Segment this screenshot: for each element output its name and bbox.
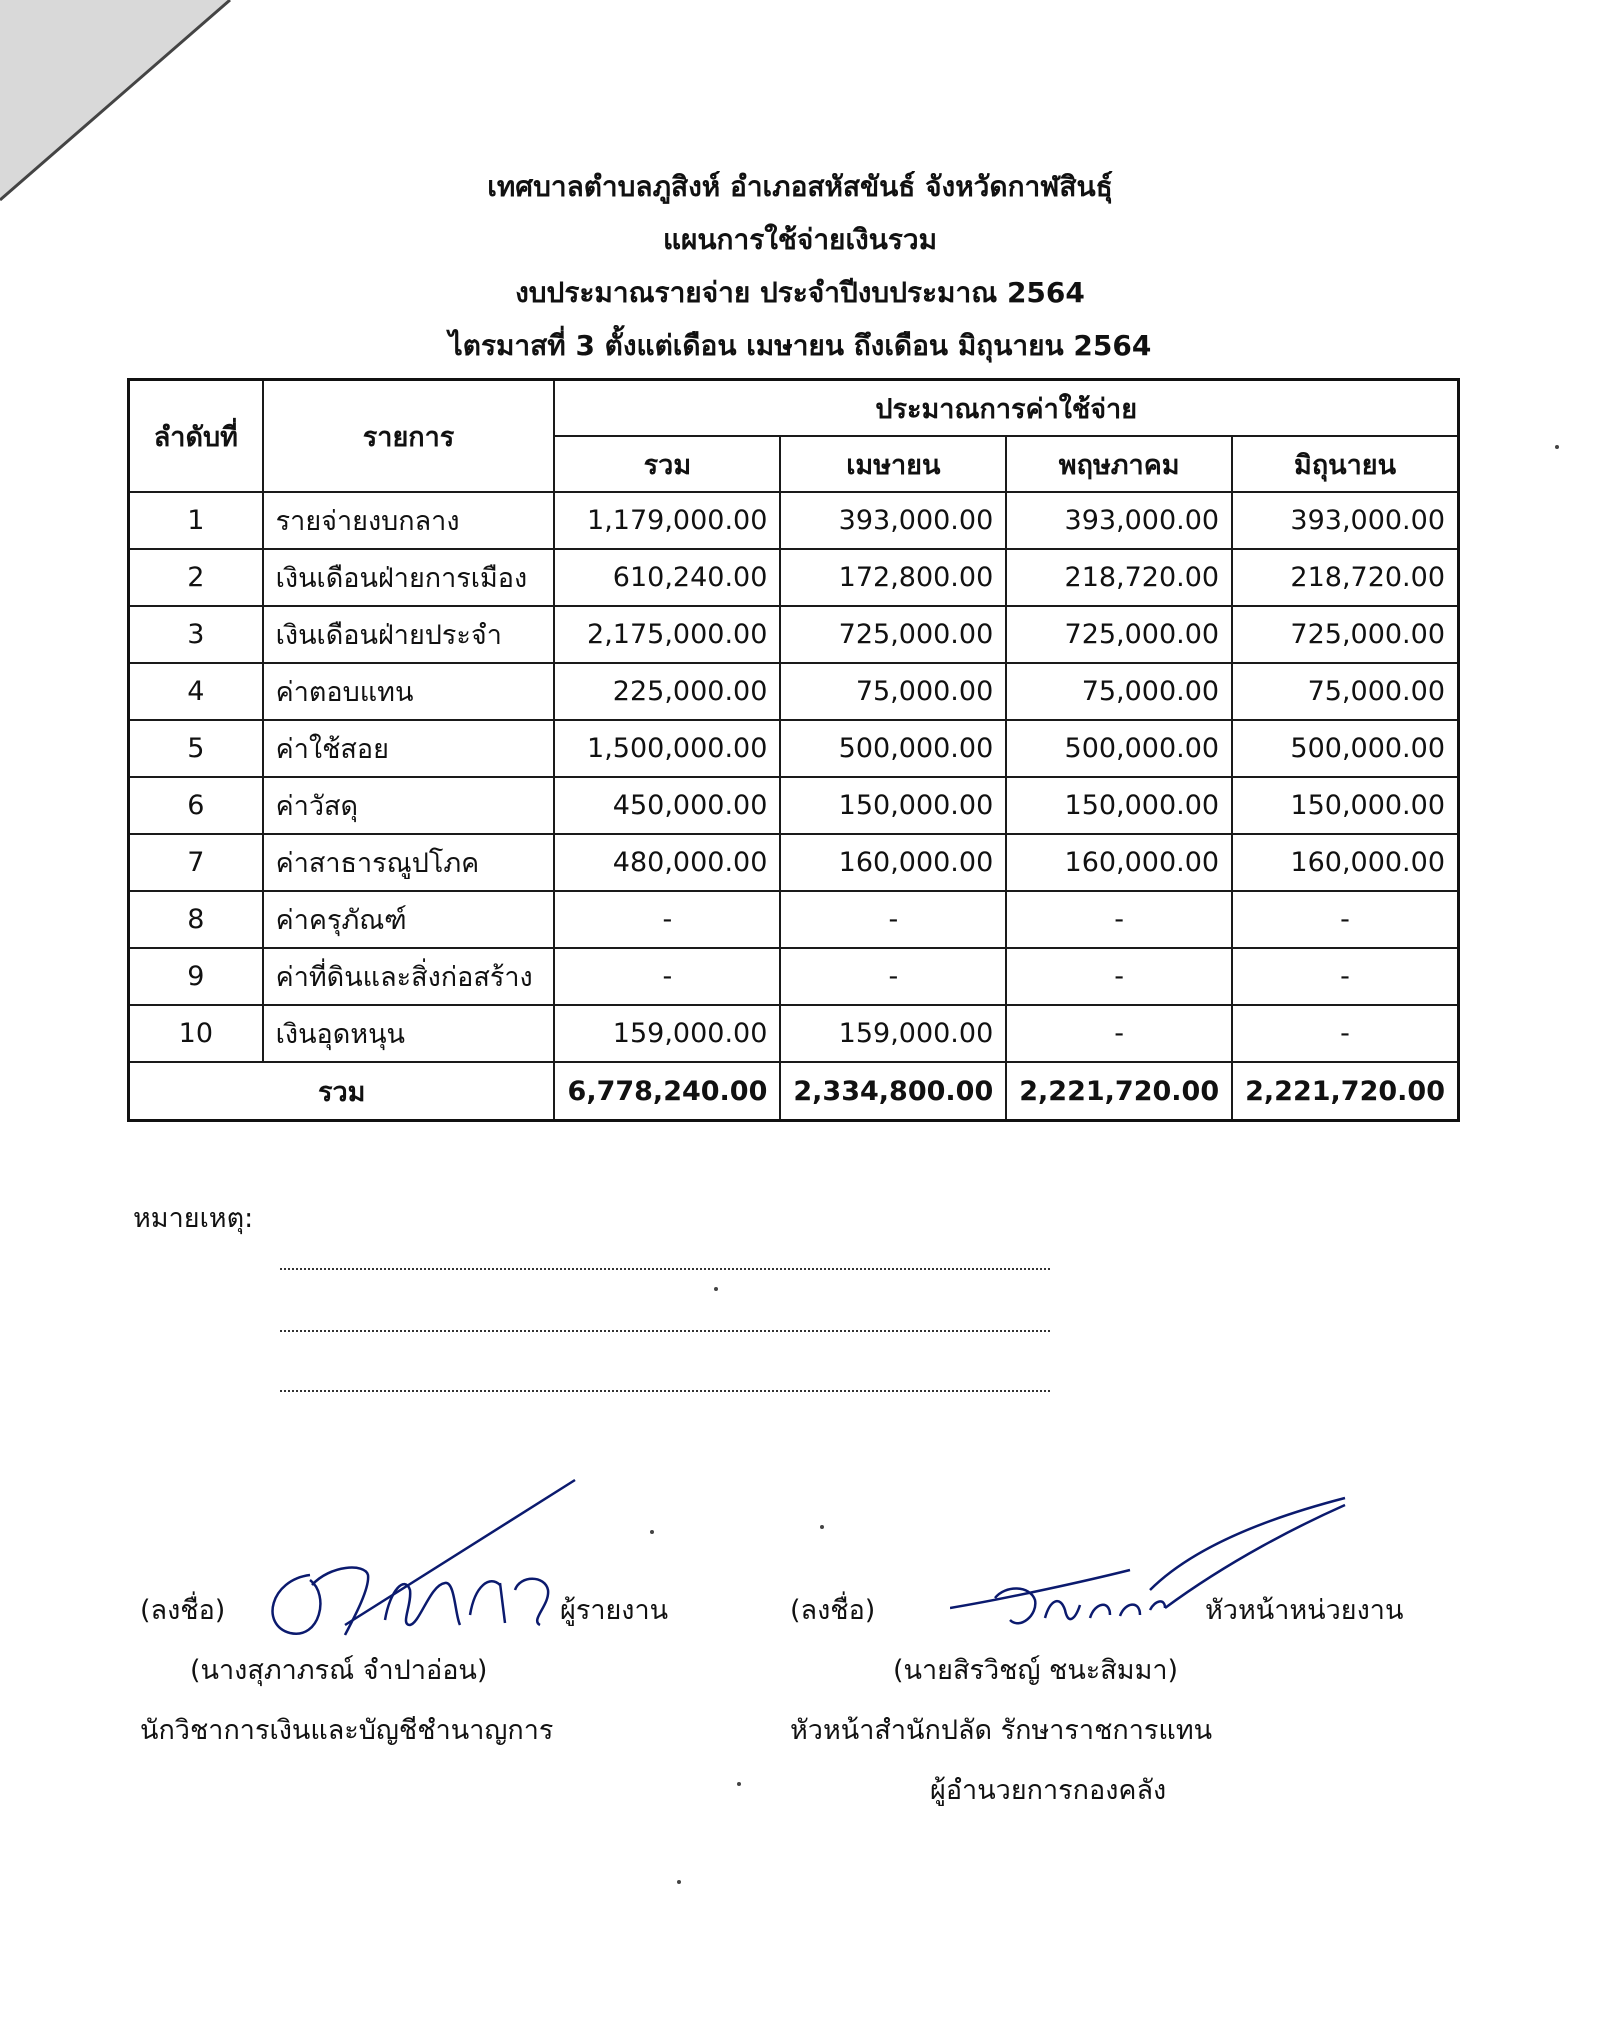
cell-may: - [1006,891,1232,948]
remarks-line [280,1330,1050,1332]
cell-june: - [1232,1005,1458,1062]
cell-june: 160,000.00 [1232,834,1458,891]
cell-may: 725,000.00 [1006,606,1232,663]
cell-june: 393,000.00 [1232,492,1458,549]
col-header-june: มิถุนายน [1232,436,1458,492]
cell-april: - [780,891,1006,948]
cell-total: 1,179,000.00 [554,492,780,549]
scan-speck [677,1880,681,1884]
scan-speck [714,1287,718,1291]
cell-total: 2,175,000.00 [554,606,780,663]
cell-item: รายจ่ายงบกลาง [263,492,555,549]
cell-item: ค่าใช้สอย [263,720,555,777]
budget-table [127,378,1460,1122]
right-signer-name: (นายสิรวิชญ์ ชนะสิมมา) [893,1655,1179,1686]
budget-title: งบประมาณรายจ่าย ประจำปีงบประมาณ 2564 [515,276,1085,309]
total-label: รวม [129,1062,555,1121]
cell-total: 159,000.00 [554,1005,780,1062]
table-row [129,948,1459,1005]
cell-no: 3 [129,606,263,663]
cell-total: 225,000.00 [554,663,780,720]
cell-april: 172,800.00 [780,549,1006,606]
table-row [129,834,1459,891]
table-row [129,549,1459,606]
right-sign-role: หัวหน้าหน่วยงาน [1205,1595,1404,1626]
cell-may: - [1006,1005,1232,1062]
org-title: เทศบาลตำบลภูสิงห์ อำเภอสหัสขันธ์ จังหวัดกาฬสินธุ์ [487,170,1113,203]
document-header [0,160,1600,372]
table-row [129,492,1459,549]
scan-speck [650,1530,654,1534]
left-signature [250,1475,580,1645]
cell-may: 75,000.00 [1006,663,1232,720]
table-total-row [129,1062,1459,1121]
right-signer-position: หัวหน้าสำนักปลัด รักษาราชการแทน [790,1715,1213,1746]
cell-june: - [1232,891,1458,948]
cell-no: 8 [129,891,263,948]
cell-april: 159,000.00 [780,1005,1006,1062]
cell-item: ค่าที่ดินและสิ่งก่อสร้าง [263,948,555,1005]
total-june: 2,221,720.00 [1232,1062,1458,1121]
table-row [129,663,1459,720]
cell-may: - [1006,948,1232,1005]
cell-april: 393,000.00 [780,492,1006,549]
cell-total: - [554,948,780,1005]
total-sum: 6,778,240.00 [554,1062,780,1121]
cell-no: 2 [129,549,263,606]
right-signer-position-2: ผู้อำนวยการกองคลัง [930,1775,1167,1806]
cell-no: 7 [129,834,263,891]
cell-item: เงินเดือนฝ่ายประจำ [263,606,555,663]
cell-item: เงินเดือนฝ่ายการเมือง [263,549,555,606]
cell-april: 75,000.00 [780,663,1006,720]
scan-speck [820,1525,824,1529]
col-header-total: รวม [554,436,780,492]
table-row [129,720,1459,777]
cell-may: 393,000.00 [1006,492,1232,549]
cell-june: 75,000.00 [1232,663,1458,720]
cell-june: 500,000.00 [1232,720,1458,777]
cell-no: 5 [129,720,263,777]
cell-item: เงินอุดหนุน [263,1005,555,1062]
remarks-line [280,1268,1050,1270]
cell-may: 218,720.00 [1006,549,1232,606]
col-header-no: ลำดับที่ [129,380,263,493]
cell-item: ค่าครุภัณฑ์ [263,891,555,948]
cell-june: 725,000.00 [1232,606,1458,663]
remarks-label: หมายเหตุ: [133,1203,254,1234]
cell-june: - [1232,948,1458,1005]
cell-item: ค่าวัสดุ [263,777,555,834]
col-header-group: ประมาณการค่าใช้จ่าย [554,380,1458,437]
remarks-line [280,1390,1050,1392]
plan-title: แผนการใช้จ่ายเงินรวม [662,223,938,256]
left-signer-name: (นางสุภาภรณ์ จำปาอ่อน) [190,1655,488,1686]
total-april: 2,334,800.00 [780,1062,1006,1121]
scan-speck [737,1782,741,1786]
cell-no: 4 [129,663,263,720]
cell-june: 218,720.00 [1232,549,1458,606]
cell-may: 150,000.00 [1006,777,1232,834]
cell-total: 1,500,000.00 [554,720,780,777]
cell-total: 610,240.00 [554,549,780,606]
table-row [129,891,1459,948]
right-sign-prefix: (ลงชื่อ) [790,1595,876,1626]
left-sign-role: ผู้รายงาน [560,1595,669,1626]
col-header-april: เมษายน [780,436,1006,492]
quarter-title: ไตรมาสที่ 3 ตั้งแต่เดือน เมษายน ถึงเดือน มิถุนายน 2564 [448,329,1152,362]
left-sign-prefix: (ลงชื่อ) [140,1595,226,1626]
cell-may: 500,000.00 [1006,720,1232,777]
cell-no: 9 [129,948,263,1005]
cell-april: - [780,948,1006,1005]
cell-april: 160,000.00 [780,834,1006,891]
cell-item: ค่าสาธารณูปโภค [263,834,555,891]
cell-april: 725,000.00 [780,606,1006,663]
cell-june: 150,000.00 [1232,777,1458,834]
table-row [129,777,1459,834]
cell-no: 1 [129,492,263,549]
cell-total: - [554,891,780,948]
table-row [129,1005,1459,1062]
left-signer-position: นักวิชาการเงินและบัญชีชำนาญการ [140,1715,554,1746]
scan-speck [1555,445,1559,449]
cell-total: 450,000.00 [554,777,780,834]
cell-no: 6 [129,777,263,834]
table-row [129,606,1459,663]
cell-item: ค่าตอบแทน [263,663,555,720]
budget-table-body [129,492,1459,1062]
col-header-may: พฤษภาคม [1006,436,1232,492]
cell-no: 10 [129,1005,263,1062]
cell-april: 150,000.00 [780,777,1006,834]
cell-total: 480,000.00 [554,834,780,891]
total-may: 2,221,720.00 [1006,1062,1232,1121]
cell-april: 500,000.00 [780,720,1006,777]
cell-may: 160,000.00 [1006,834,1232,891]
col-header-item: รายการ [263,380,555,493]
